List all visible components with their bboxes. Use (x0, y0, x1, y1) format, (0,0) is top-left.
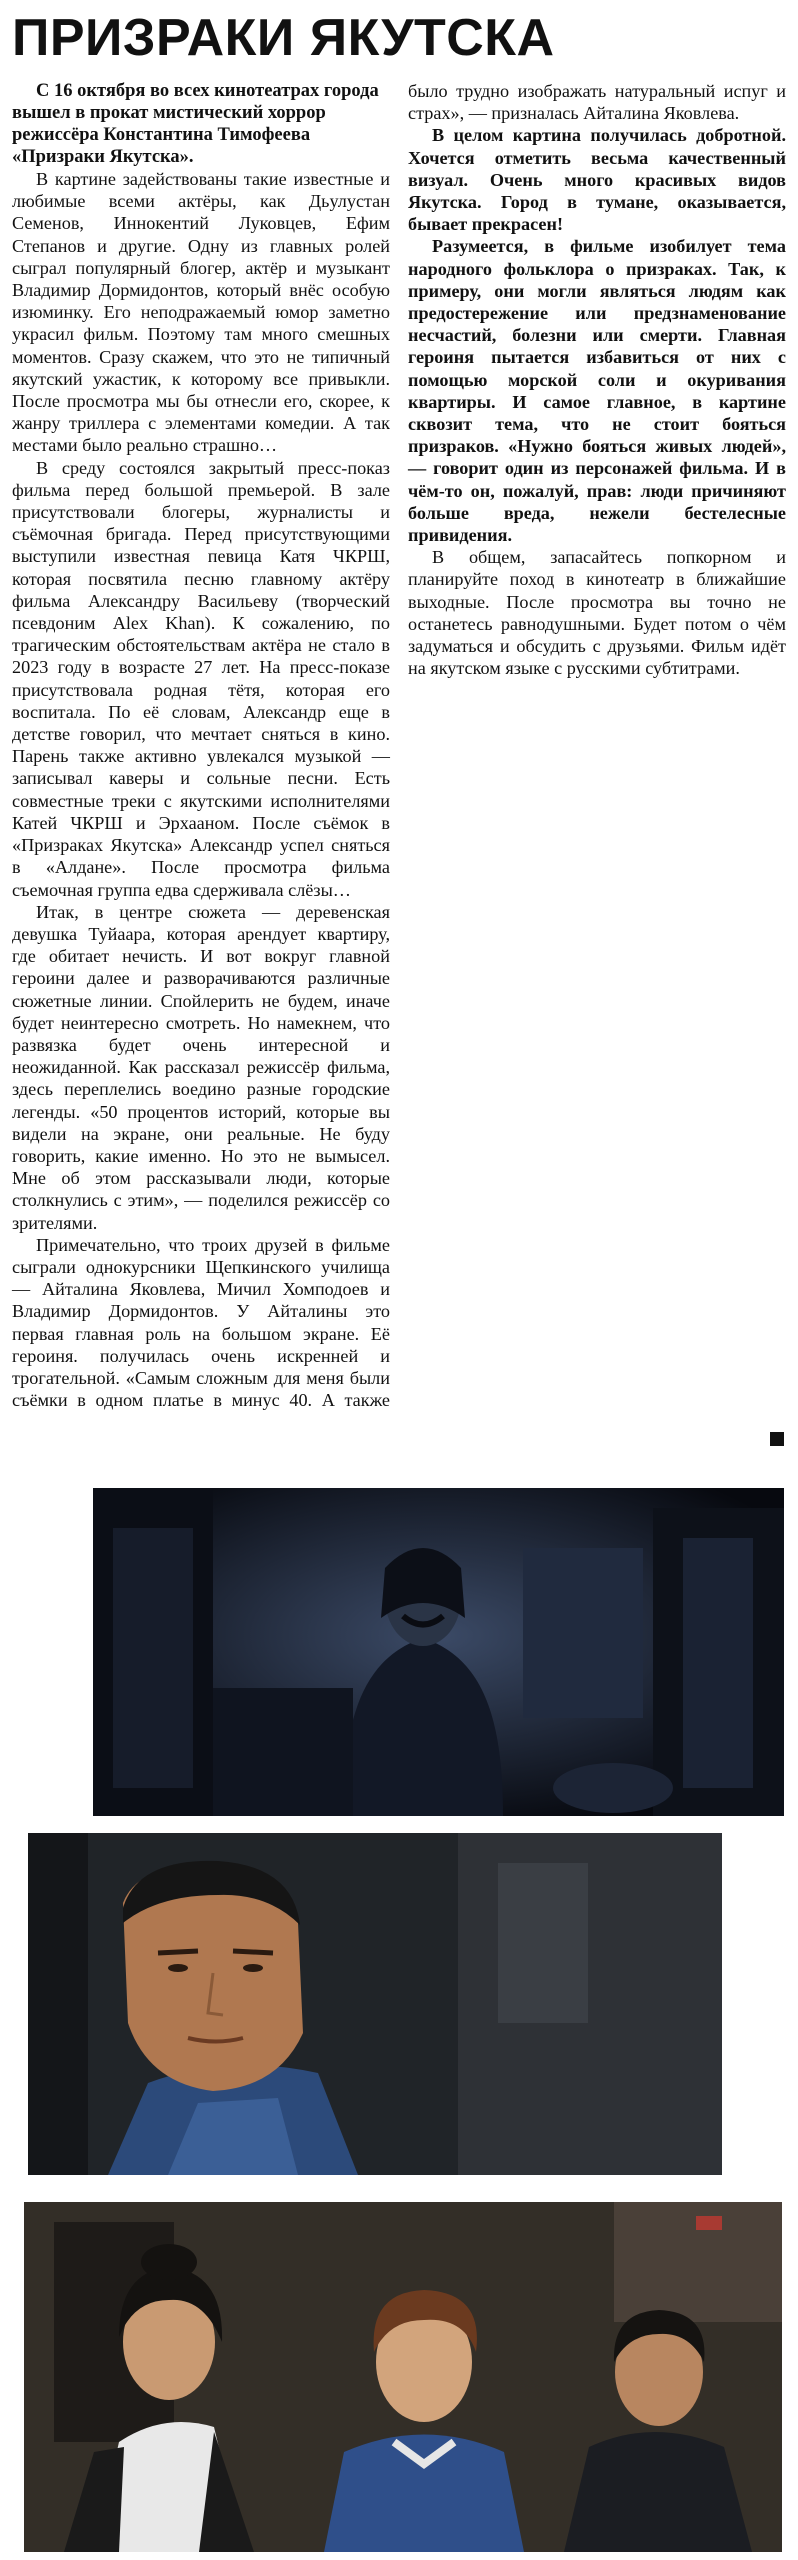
article-end-mark (770, 1432, 784, 1446)
film-still-ghost-photo (93, 1488, 784, 1816)
article-paragraph: В целом картина получилась добротной. Хочется отметить весьма качественный визуал. Очень много красивых видов Якутска. Город в тумане, оказывается, бывает прекрасен! (408, 125, 786, 235)
article-paragraph: Итак, в центре сюжета — деревенская девушка Туйаара, которая арендует квартиру, где обитает нечисть. И вот вокруг главной героини далее и разворачиваются различные сюжетные линии. Спойлерить не будем, иначе будет неинтересно смотреть. Но намекнем, что развязка будет очень интересной и неожиданной. Как рассказал режиссёр фильма, здесь переплелись воедино разные городские легенды. «50 процентов историй, которые вы видели на экране, они реальные. Не буду говорить, какие именно. Но это не вымысел. Мне об этом рассказывали люди, которые столкнулись с этим», — поделился режиссёр со зрителями. (12, 901, 390, 1233)
film-still-friends-photo (24, 2202, 782, 2552)
article-body (12, 80, 786, 1450)
article-paragraph: В картине задействованы такие известные и любимые всеми актёры, как Дьулустан Семенов, Иннокентий Луковцев, Ефим Степанов и другие. Одну из главных ролей сыграл популярный блогер, актёр и музыкант Владимир Дормидонтов, который внёс особую изюминку. Его неподражаемый юмор заметно украсил фильм. Поэтому там много смешных моментов. Сразу скажем, что это не типичный якутский ужастик, к которому все привыкли. После просмотра мы бы отнесли его, скорее, к жанру триллера с элементами комедии. А так местами было реально страшно… (12, 169, 390, 456)
article-paragraph: Примечательно, что троих друзей в фильме сыграли однокурсники Щепкинского училища — Айталина Яковлева, Мичил Хомподоев и Владимир Дормидонтов. У Айталины это первая главная роль на большом экране. Её героиня. получилась очень искренней и трогательной. «Самым сложным для меня были съёмки в одном платье в минус 40. А также было трудно изображать натуральный испуг и страх», — призналась Айталина Яковлева. (12, 81, 786, 1411)
film-still-man-photo (28, 1833, 722, 2175)
article-paragraph: В среду состоялся закрытый пресс-показ фильма перед большой премьерой. В зале присутствовали блогеры, журналисты и съёмочная бригада. Перед присутствующими выступили известная певица Катя ЧКРШ, которая посвятила песню главному актёру фильма Александру Васильеву (творческий псевдоним Alex Khan). К сожалению, по трагическим обстоятельствам актёра не стало в 2023 году в возрасте 27 лет. На пресс-показе присутствовала родная тётя, которая его воспитала. По её словам, Александр еще в детстве говорил, что мечтает сняться в кино. Парень также активно увлекался музыкой — записывал каверы и сольные песни. Есть совместные треки с якутскими исполнителями Катей ЧКРШ и Эрхааном. После съёмок в «Призраках Якутска» Александр успел сняться в «Алдане». После просмотра фильма съемочная группа едва сдерживала слёзы… (12, 457, 390, 900)
article-lead: С 16 октября во всех кинотеатрах города вышел в прокат мистический хоррор режиссёра Константина Тимофеева «Призраки Якутска». (12, 81, 379, 167)
article-headline: ПРИЗРАКИ ЯКУТСКА (12, 9, 555, 67)
article-paragraph: В общем, запасайтесь попкорном и планируйте поход в кинотеатр в ближайшие выходные. После просмотра вы точно не останетесь равнодушными. Будет потом о чём задуматься и обсудить с друзьями. Фильм идёт на якутском языке с русскими субтитрами. (408, 547, 786, 679)
article-paragraph: Разумеется, в фильме изобилует тема народного фольклора о призраках. Так, к примеру, они могли являться людям как предостережение или предзнаменование несчастий, болезни или смерти. Главная героиня пытается избавиться от них с помощью морской соли и окуривания квартиры. И самое главное, в картине сквозит тема, что не стоит бояться призраков. «Нужно бояться живых людей», — говорит один из персонажей фильма. И в чём-то он, пожалуй, прав: люди причиняют больше вреда, нежели бестелесные привидения. (408, 236, 786, 546)
